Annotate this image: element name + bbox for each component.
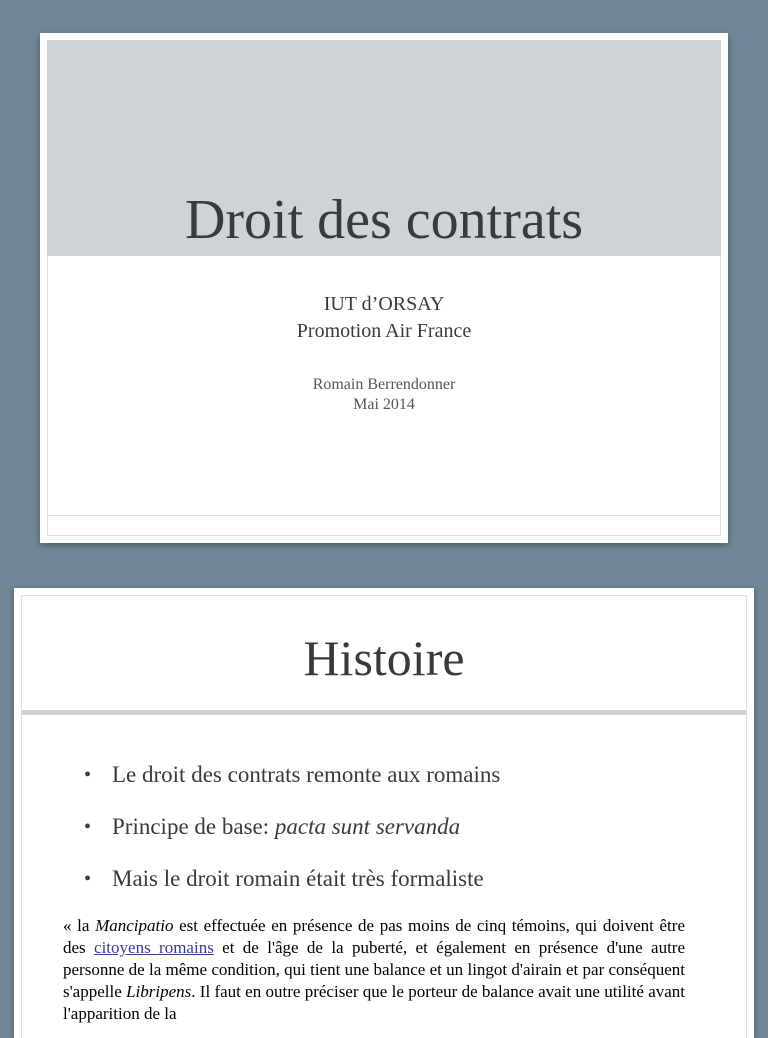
author: Romain Berrendonner	[312, 376, 456, 393]
bullet-item	[80, 810, 500, 862]
institution: IUT d’ORSAY	[323, 293, 445, 315]
bullet-text: Le droit des contrats remonte aux romains	[112, 762, 501, 787]
para-italic: Libripens	[126, 982, 192, 1001]
quote-paragraph	[63, 915, 685, 1025]
para-text: « la	[63, 916, 96, 935]
slide-title: Droit des contrats	[184, 189, 584, 251]
bullet-text: Mais le droit romain était très formaliste	[112, 866, 484, 891]
citoyens-romains-link[interactable]: citoyens romains	[94, 938, 214, 957]
bullet-icon: •	[84, 764, 92, 786]
para-italic: Mancipatio	[95, 916, 174, 935]
slide-title: Histoire	[303, 630, 465, 686]
bullet-icon: •	[84, 816, 92, 838]
date: Mai 2014	[353, 396, 415, 413]
bullet-item	[80, 758, 500, 810]
promotion: Promotion Air France	[296, 320, 472, 342]
para-text: est effectuée en présence de pas moins de cinq témoins, qui doivent être des	[63, 916, 685, 957]
history-slide	[14, 588, 754, 1038]
bullet-text: Principe de base:	[112, 814, 275, 839]
title-rule	[22, 710, 746, 715]
title-slide	[40, 33, 728, 543]
bullet-icon: •	[84, 868, 92, 890]
bullet-list	[80, 758, 500, 914]
bullet-item	[80, 862, 500, 914]
para-text: . Il faut en outre préciser que le porteur de balance avait une utilité avant l'apparition de la	[63, 982, 686, 1023]
para-text: et de l'âge de la puberté, et également en présence d'une autre personne de la même condition, qui tient une balance et un lingot d'airain et par conséquent s'appelle	[63, 938, 686, 1001]
bottom-rule	[47, 515, 721, 516]
bullet-italic-text: pacta sunt servanda	[274, 814, 461, 839]
